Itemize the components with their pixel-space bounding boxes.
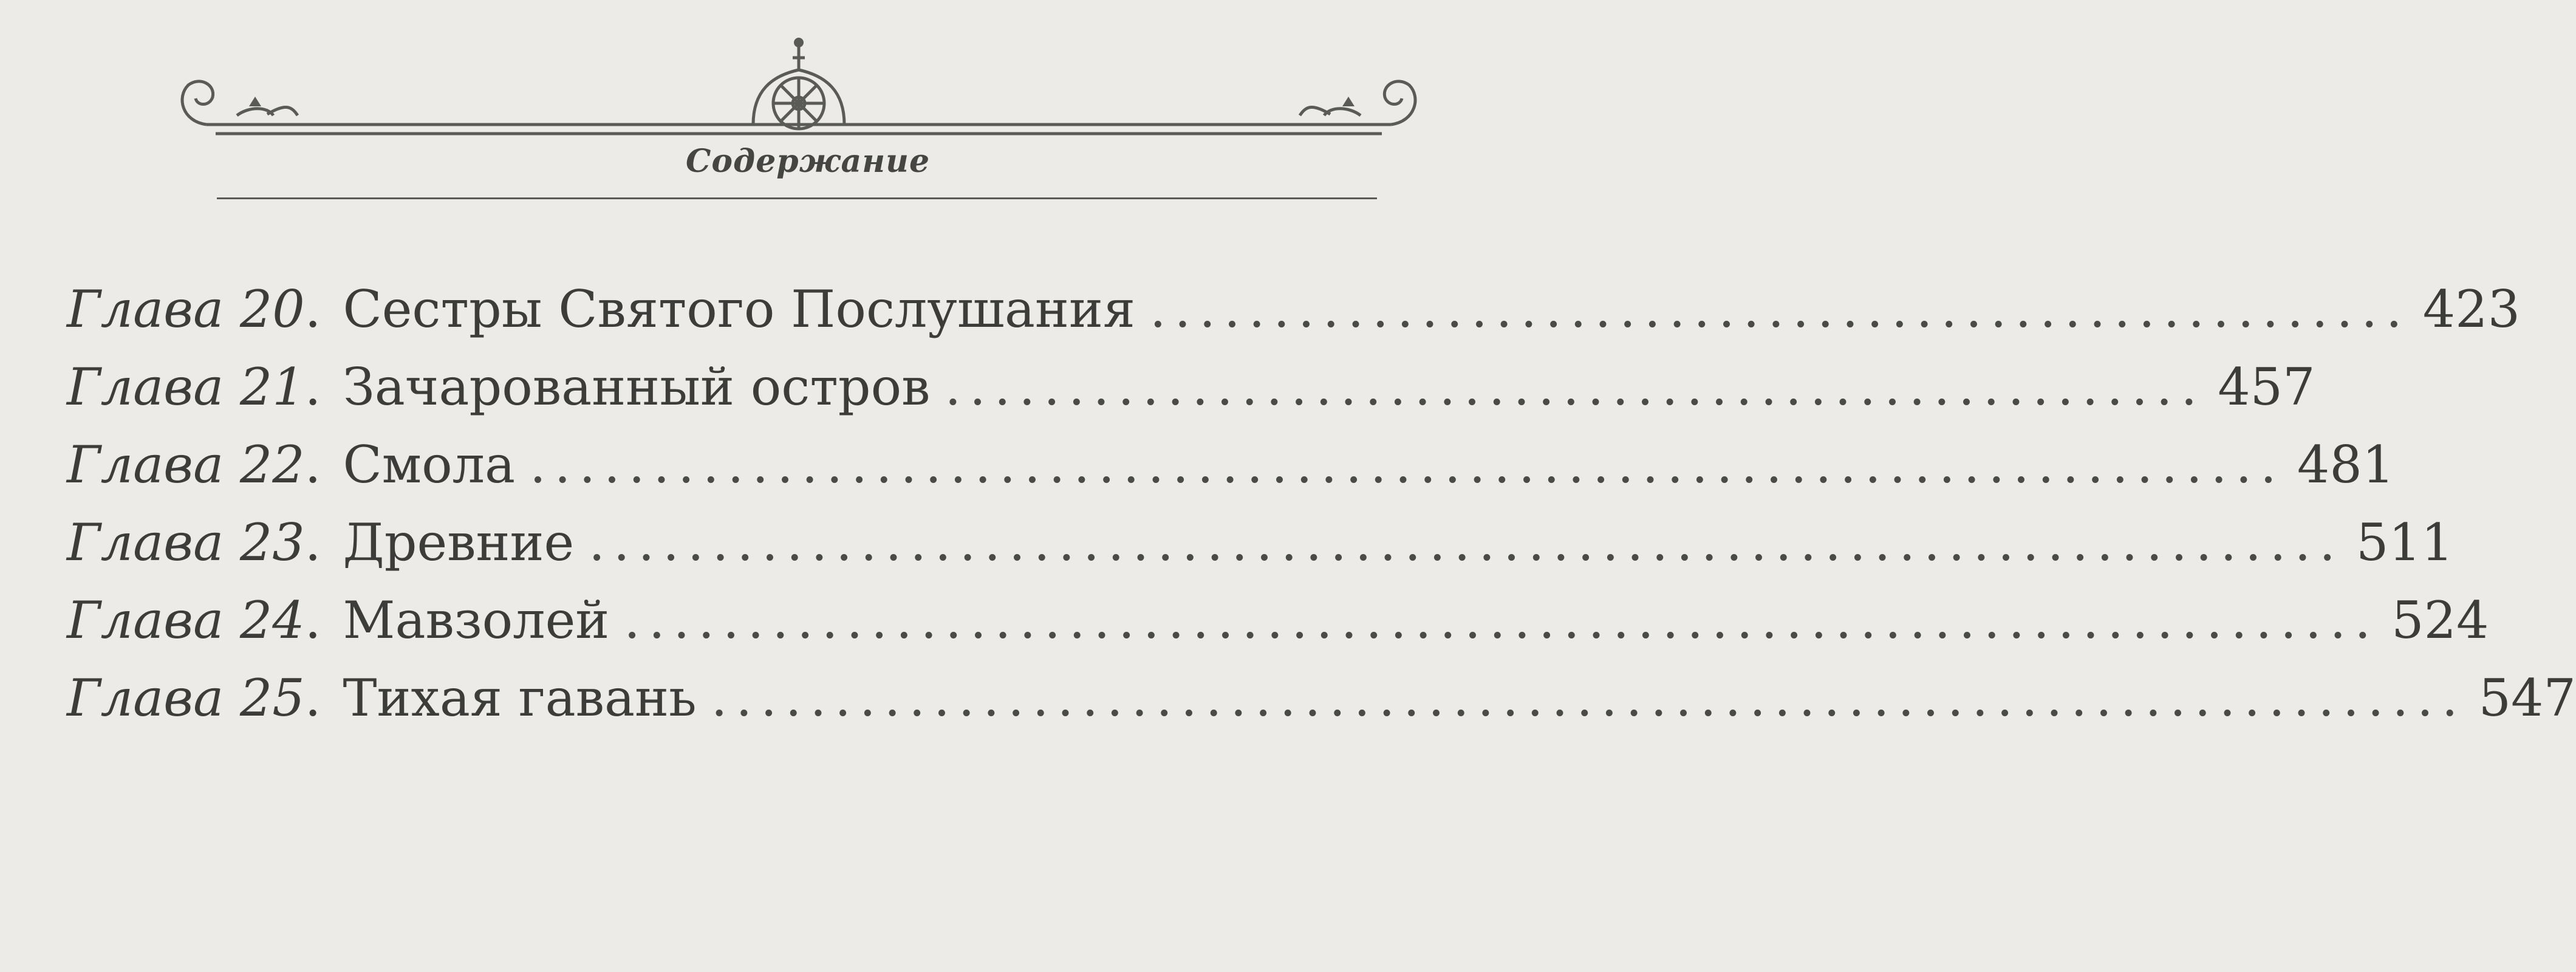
dot-leader: ....................................................................... (530, 435, 2285, 495)
toc-entry (67, 513, 2454, 590)
toc-entry (67, 435, 2395, 513)
chapter-title: Тихая гавань (343, 668, 697, 728)
heading-divider (217, 197, 1377, 199)
page-number: 547 (2478, 668, 2576, 728)
chapter-title: Смола (343, 435, 516, 495)
ship-wheel-ornament-icon (0, 0, 1684, 146)
toc-entry (67, 668, 2576, 746)
dot-leader: ....................................................................... (589, 513, 2344, 572)
chapter-title: Мавзолей (343, 590, 610, 650)
dot-leader: ................................................... (945, 357, 2206, 417)
chapter-label: Глава 21. (67, 357, 321, 417)
table-of-contents (67, 279, 2576, 746)
dot-leader: ....................................................................... (624, 590, 2380, 650)
chapter-title: Сестры Святого Послушания (343, 279, 1135, 339)
dot-leader: ....................................................................... (711, 668, 2467, 728)
chapter-label: Глава 20. (67, 279, 321, 339)
chapter-label: Глава 22. (67, 435, 321, 495)
chapter-label: Глава 24. (67, 590, 321, 650)
contents-heading: Содержание (685, 143, 931, 180)
chapter-label: Глава 25. (67, 668, 321, 728)
page-number: 511 (2356, 513, 2454, 572)
page-number: 524 (2391, 590, 2489, 650)
chapter-title: Зачарованный остров (343, 357, 931, 417)
toc-entry (67, 590, 2489, 668)
page-number: 481 (2297, 435, 2395, 495)
chapter-label: Глава 23. (67, 513, 321, 572)
chapter-title: Древние (343, 513, 575, 572)
page-number: 423 (2422, 279, 2521, 339)
page-number: 457 (2218, 357, 2315, 417)
toc-entry (67, 279, 2521, 357)
toc-entry (67, 357, 2315, 435)
dot-leader: ................................................... (1149, 279, 2411, 339)
